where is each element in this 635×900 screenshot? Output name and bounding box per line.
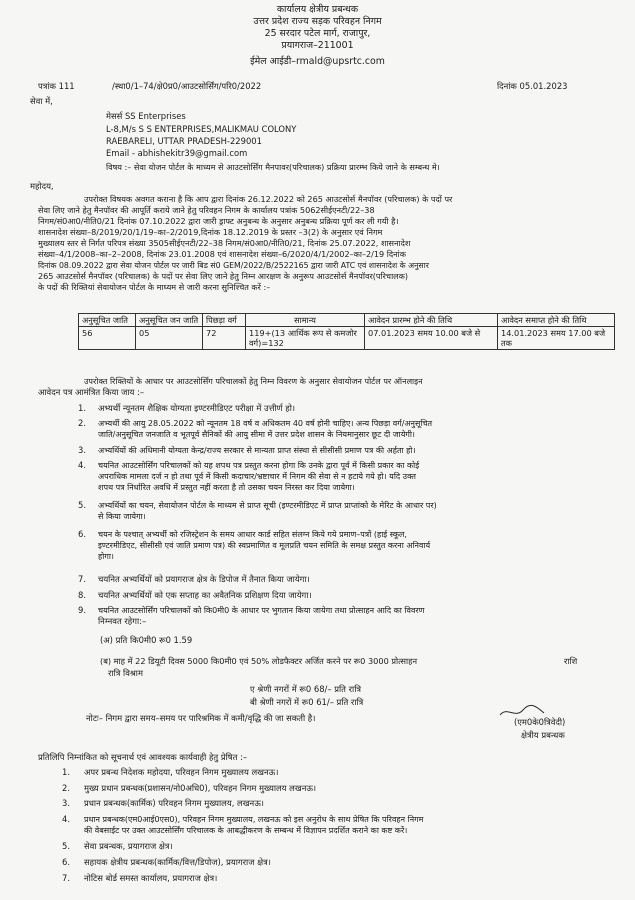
payment-incentive: (ब) माह में 22 डियूटी दिवस 5000 कि0मी0 एवं 50% लोडफैक्टर अर्जित करने पर रू0 3000 प्रोत्साहन bbox=[100, 656, 418, 666]
point-number: 1. bbox=[78, 403, 86, 413]
cell-start-date: 07.01.2023 समय 10.00 बजे से bbox=[365, 327, 498, 350]
point-line: चयनित अभ्यर्थियों को प्रयागराज क्षेत्र के डिपोज में तैनात किया जायेगा। bbox=[98, 574, 310, 584]
paragraph-1-line: के पदों की रिक्तियां सेवायोजन पोर्टल के माध्यम से जारी करना सुनिश्चित करें :– bbox=[38, 282, 271, 292]
copy-line: अपर प्रबन्ध निदेशक महोदया, परिवहन निगम मुख्यालय लखनऊ। bbox=[84, 767, 279, 777]
point-line: से किया जायेगा। bbox=[98, 512, 146, 521]
point-8 bbox=[78, 590, 312, 601]
letter-date: दिनांक 05.01.2023 bbox=[497, 81, 568, 91]
point-4 bbox=[78, 460, 419, 493]
point-line: इण्टरमीडिएट, सीसीसी एवं जाति प्रमाण पत्र) की स्वप्रमाणित व मूलप्रति चयन समिति के समक्ष प्रस्तुत करना अनिवार्य bbox=[98, 541, 431, 550]
point-number: 6. bbox=[78, 529, 86, 539]
header-sc: अनुसूचित जाति bbox=[79, 314, 136, 327]
copy-item-3 bbox=[62, 798, 264, 809]
point-line: शपथ पत्र निर्धारित अवधि में प्रस्तुत नहीं करता है तो उसका चयन निरस्त कर दिया जायेगा। bbox=[98, 483, 355, 492]
paragraph-1-line: सेवा लिए जाने हेतु मैनपॉवर की आपूर्ति कराये जाने हेतु परिवहन निगम के कार्यालय पत्रांक 5062सीईएनटी/22–38 bbox=[38, 205, 375, 215]
paragraph-1-line: 265 आउटसोर्स मैनपॉवर (परिचालक) के पदों पर सेवा लिए जाने हेतु निम्न आरक्षण के अनुरूप आउटसोर्स मैनपॉवर(परिचालक) bbox=[38, 271, 409, 281]
point-number: 7. bbox=[78, 574, 86, 584]
payment-incentive-suffix: राशि bbox=[564, 656, 578, 666]
office-line-3: 25 सरदार पटेल मार्ग, राजापुर, bbox=[264, 28, 371, 39]
addressee-address-2: RAEBARELI, UTTAR PRADESH-229001 bbox=[106, 136, 262, 146]
point-9 bbox=[78, 605, 424, 627]
cell-end-date: 14.01.2023 समय 17.00 बजे तक bbox=[498, 327, 615, 350]
copy-item-4 bbox=[62, 814, 423, 836]
note-line: नोटः– निगम द्वारा समय–समय पर पारिश्रमिक में कमी/वृद्धि की जा सकती है। bbox=[86, 713, 316, 723]
header-obc: पिछड़ा वर्ग bbox=[203, 314, 246, 327]
point-line: अभ्यर्थियों का चयन, सेवायोजन पोर्टल के माध्यम से प्राप्त सूची (इण्टरमीडिएट में प्राप्त प्राप्तांको के मेरिट के आधार पर) bbox=[98, 501, 437, 510]
point-line: चयन के पश्चात् अभ्यर्थी को रजिस्ट्रेशन के समय आधार कार्ड सहित संलग्न किये गये प्रमाण–पत्रों (हाई स्कूल, bbox=[98, 530, 407, 539]
header-st: अनुसूचित जन जाति bbox=[136, 314, 203, 327]
point-number: 5. bbox=[78, 500, 86, 510]
night-stay-b: बी श्रेणी नगरों में रू0 61/– प्रति रात्रि bbox=[250, 697, 364, 707]
paragraph-2-line: उपरोक्त रिक्तियों के आधार पर आउटसोर्सिंग परिचालकों हेतु निम्न विवरण के अनुसार सेवायोजन पोर्टल पर ऑनलाइन bbox=[84, 376, 423, 386]
addressee-address-1: L-8,M/s S S ENTERPRISES,MALIKMAU COLONY bbox=[106, 124, 297, 134]
point-number: 9. bbox=[78, 605, 86, 615]
addressee-email: Email - abhishekitr39@gmail.com bbox=[106, 148, 248, 158]
copy-line: सेवा प्रबन्धक, प्रयागराज क्षेत्र। bbox=[84, 841, 173, 851]
salutation: महोदय, bbox=[30, 181, 54, 191]
night-stay-label: रात्रि विश्राम bbox=[108, 668, 143, 678]
copy-item-5 bbox=[62, 841, 173, 852]
point-line: अभ्यर्थियों की अधिमानी योग्यता केन्द्र/राज्य सरकार से मान्यता प्राप्त संस्था से सीसीसी प्रमाण पत्र की अर्हता हो। bbox=[98, 446, 416, 455]
paragraph-1-line: उपरोक्त विषयक अवगत कराना है कि आप द्वारा दिनांक 26.12.2022 को 265 आउटसोर्स मैनपॉवर (परिचालक) के पदों पर bbox=[84, 194, 453, 204]
cell-obc: 72 bbox=[203, 327, 246, 350]
point-line: अभ्यर्थी की आयु 28.05.2022 को न्यूनतम 18 वर्ष व अधिकतम 40 वर्ष होनी चाहिए। अन्य पिछड़ा वर्ग/अनुसूचित bbox=[98, 419, 433, 428]
copy-number: 4. bbox=[62, 814, 70, 824]
copy-number: 1. bbox=[62, 767, 70, 777]
point-number: 4. bbox=[78, 460, 86, 470]
reservation-table bbox=[78, 313, 615, 350]
signature-stroke bbox=[500, 705, 544, 715]
copy-item-7 bbox=[62, 873, 217, 884]
cell-sc: 56 bbox=[79, 327, 136, 350]
point-line: अभ्यर्थी न्यूनतम शैक्षिक योग्यता इण्टरमीडिएट परीक्षा में उत्तीर्ण हो। bbox=[98, 403, 296, 413]
copy-item-2 bbox=[62, 783, 316, 794]
point-line: निम्नवत रहेगा:– bbox=[98, 616, 147, 626]
paragraph-1-line: निगम/सं0आ0/नीति0/21 दिनांक 07.10.2022 द्वारा जारी ड्राफ्ट अनुबन्ध के अनुसार अनुबन्ध प्रक्रिया पूर्ण कर ली गयी है। bbox=[38, 216, 399, 226]
office-line-1: कार्यालय क्षेत्रीय प्रबन्धक bbox=[276, 4, 359, 15]
copy-line: की वेबसाईट पर उक्त आउटसोर्सिंग परिचालक के आबद्धीकरण के सम्बन्ध में विज्ञापन प्रदर्शित कराने का कष्ट करें। bbox=[84, 826, 408, 835]
point-line: अपराधिक मामला दर्ज न हो तथा पूर्व में किसी कदाचार/भ्रष्टाचार में निगम की सेवा से न हटाये गये हो। यदि उक्त bbox=[98, 472, 416, 481]
copy-intro: प्रतिलिपि निम्नांकित को सूचनार्थ एवं आवश्यक कार्यवाही हेतु प्रेषित :– bbox=[38, 752, 248, 762]
point-line: होगा। bbox=[98, 552, 114, 561]
point-line: चयनित आउटसोर्सिंग परिचालकों को कि0मी0 के आधार पर भुगतान किया जायेगा तथा प्रोत्साहन आदि का विवरण bbox=[98, 606, 425, 615]
point-5 bbox=[78, 500, 437, 522]
copy-item-1 bbox=[62, 767, 278, 778]
point-number: 8. bbox=[78, 590, 86, 600]
table-row bbox=[79, 327, 615, 350]
office-line-4: प्रयागराज–211001 bbox=[281, 40, 354, 51]
copy-item-6 bbox=[62, 857, 271, 868]
point-6 bbox=[78, 529, 430, 562]
copy-number: 3. bbox=[62, 798, 70, 808]
point-line: जाति/अनुसूचित जनजाति व भूतपूर्व सैनिकों की आयु सीमा में उत्तर प्रदेश शासन के नियमानुसार छूट दी जायेगी। bbox=[98, 430, 415, 439]
copy-line: प्रधान प्रबन्धक(एम0आई0एस0), परिवहन निगम मुख्यालय, लखनऊ को इस अनुरोध के साथ प्रेषित कि परिवहन निगम bbox=[84, 815, 424, 824]
paragraph-1-line: संख्या–4/1/2008–का–2–2008, दिनांक 23.01.2008 एवं शासनादेश संख्या–6/2020/4/1/2002–का–2/19 दिनांक bbox=[38, 249, 406, 259]
point-2 bbox=[78, 418, 432, 440]
copy-line: सहायक क्षेत्रीय प्रबन्धक(कार्मिक/वित्त/डिपोज), प्रयागराज क्षेत्र। bbox=[84, 857, 271, 867]
copy-number: 7. bbox=[62, 873, 70, 883]
header-general: सामान्य bbox=[246, 314, 365, 327]
copy-number: 5. bbox=[62, 841, 70, 851]
to-label: सेवा में, bbox=[30, 96, 53, 106]
point-3 bbox=[78, 445, 416, 456]
copy-line: प्रधान प्रबन्धक(कार्मिक) परिवहन निगम मुख्यालय, लखनऊ। bbox=[84, 798, 264, 808]
signatory-designation: क्षेत्रीय प्रबन्धक bbox=[521, 730, 565, 740]
office-email: ईमेल आईडी–rmald@upsrtc.com bbox=[250, 56, 385, 67]
addressee-name: मेसर्स SS Enterprises bbox=[106, 111, 186, 121]
point-line: चयनित आउटसोर्सिंग परिचालकों को यह शपथ पत्र प्रस्तुत करना होगा कि उनके द्वारा पूर्व में किसी प्रकार का कोई bbox=[98, 461, 420, 470]
table-header-row bbox=[79, 314, 615, 327]
copy-number: 2. bbox=[62, 783, 70, 793]
letter-code: /स्था0/1–74/क्षे0प्र0/आउटसोर्सिंग/परि0/2022 bbox=[112, 81, 262, 91]
paragraph-1-line: दिनांक 08.09.2022 द्वारा सेवा योजन पोर्टल पर जारी बिड सं0 GEM/2022/B/2522165 द्वारा जारी ATC एवं शासनादेश के अनुसार bbox=[38, 261, 429, 270]
paragraph-1 bbox=[38, 194, 608, 293]
paragraph-1-line: मुख्यालय स्तर से निर्गत परिपत्र संख्या 3505सीईएनटी/22–38 निगम/सं0आ0/नीति0/21, दिनांक 25.07.2022, शासनादेश bbox=[38, 238, 411, 248]
header-start-date: आवेदन प्रारम्भ होने की तिथि bbox=[365, 314, 498, 327]
point-7 bbox=[78, 574, 310, 585]
paragraph-2 bbox=[38, 376, 608, 398]
point-number: 2. bbox=[78, 418, 86, 428]
night-stay-a: ए श्रेणी नगरों में रू0 68/– प्रति रात्रि bbox=[250, 684, 361, 694]
payment-rate: (अ) प्रति कि0मी0 रू0 1.59 bbox=[100, 635, 193, 645]
cell-general: 119+(13 आर्थिक रूप से कमजोर वर्ग)=132 bbox=[246, 327, 365, 350]
copy-line: मुख्य प्रधान प्रबन्धक(प्रशासन/नो0अधि0), परिवहन निगम मुख्यालय लखनऊ। bbox=[84, 783, 317, 793]
signatory-name: (एम0के0त्रिवेदी) bbox=[514, 717, 566, 727]
header-end-date: आवेदन समाप्त होने की तिथि bbox=[498, 314, 615, 327]
letter-number: पत्रांक 111 bbox=[38, 81, 75, 91]
copy-number: 6. bbox=[62, 857, 70, 867]
point-line: चयनित अभ्यर्थियों को एक सप्ताह का अवैतनिक प्रशिक्षण दिया जायेगा। bbox=[98, 590, 312, 600]
point-1 bbox=[78, 403, 295, 414]
cell-st: 05 bbox=[136, 327, 203, 350]
copy-line: नोटिस बोर्ड समस्त कार्यालय, प्रयागराज क्षेत्र। bbox=[84, 873, 218, 883]
subject-line: विषय :– सेवा योजन पोर्टल के माध्यम से आउटसोर्सिंग मैनपावर(परिचालक) प्रक्रिया प्रारम्भ किये जाने के सम्बन्ध मे। bbox=[106, 162, 440, 172]
paragraph-1-line: शासनादेश संख्या–8/2019/20/1/19–का–2/2019,दिनांक 18.12.2019 के प्रस्तर –3(2) के अनुसार एवं निगम bbox=[38, 227, 383, 237]
office-line-2: उत्तर प्रदेश राज्य सड़क परिवहन निगम bbox=[253, 16, 382, 27]
paragraph-2-line: आवेदन पत्र आमंत्रित किया जाय :– bbox=[38, 387, 145, 397]
point-number: 3. bbox=[78, 445, 86, 455]
